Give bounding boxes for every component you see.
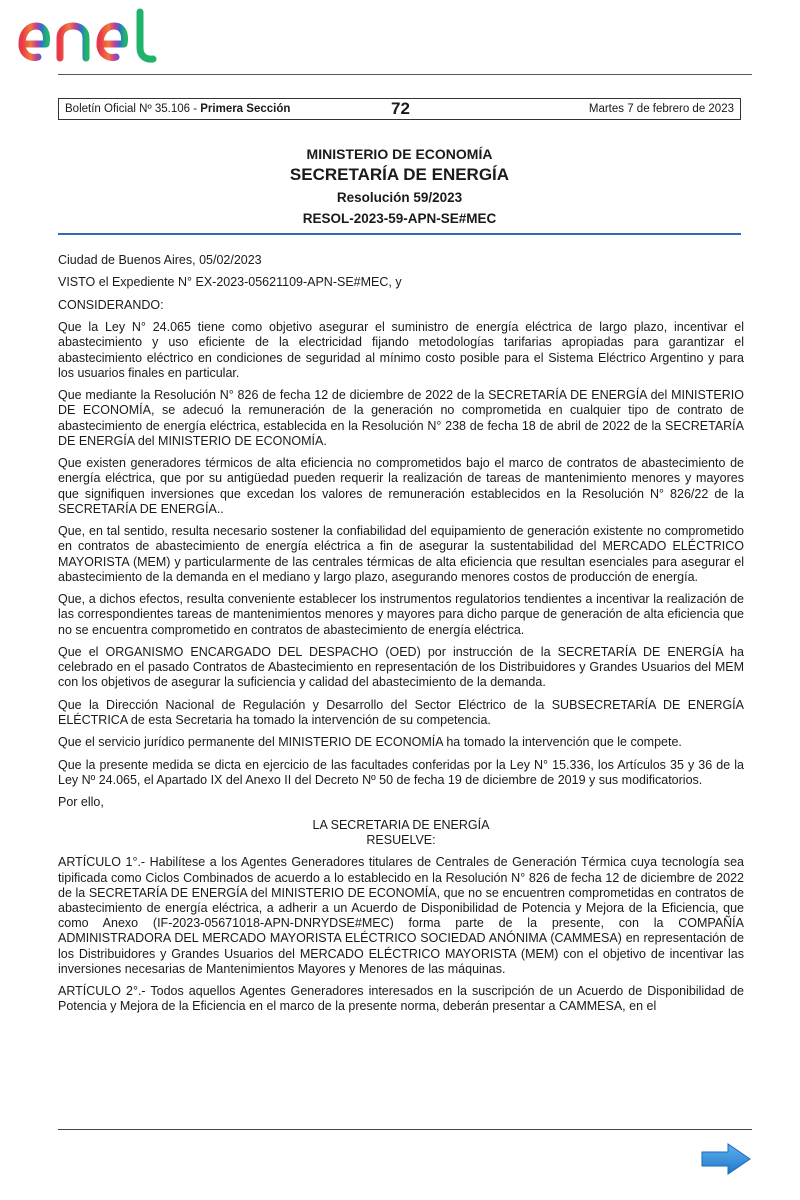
paragraph: Que el ORGANISMO ENCARGADO DEL DESPACHO (OED) por instrucción de la SECRETARÍA DE ENERGÍA ha celebrado en el pasado Contratos de Abastecimiento en representación de los Distribuidores y Grandes Usuarios del MEM con los objetivos de asegurar la suficiencia y calidad del abastecimiento de la demanda. <box>58 644 744 690</box>
por-ello: Por ello, <box>58 795 104 810</box>
paragraph: Que la Dirección Nacional de Regulación y Desarrollo del Sector Eléctrico de la SUBSECRETARÍA DE ENERGÍA ELÉCTRICA de esta Secretaria ha tomado la intervención de su competencia. <box>58 697 744 727</box>
arrow-right-icon <box>700 1142 752 1176</box>
bulletin-publication: Boletín Oficial Nº 35.106 - <box>65 103 198 115</box>
place-date: Ciudad de Buenos Aires, 05/02/2023 <box>58 253 262 267</box>
paragraph: Que mediante la Resolución N° 826 de fecha 12 de diciembre de 2022 de la SECRETARÍA DE ENERGÍA del MINISTERIO DE ECONOMÍA, se adecuó la remuneración de la generación no comprometida en cualquier tipo de contrato de abastecimiento de energía eléctrica, establecida en la Resolución N° 238 de fecha 18 de abril de 2022 de la SECRETARÍA DE ENERGÍA del MINISTERIO DE ECONOMÍA. <box>58 388 744 448</box>
top-divider <box>58 74 752 75</box>
bulletin-header <box>58 98 741 120</box>
bulletin-date: Martes 7 de febrero de 2023 <box>588 103 734 115</box>
enel-logo <box>16 6 181 66</box>
heading-divider <box>58 233 741 235</box>
page-number: 72 <box>391 99 410 118</box>
secretariat-title: SECRETARÍA DE ENERGÍA <box>289 165 510 184</box>
considerando-heading: CONSIDERANDO: <box>58 297 164 312</box>
article-2: ARTÍCULO 2°.- Todos aquellos Agentes Generadores interesados en la suscripción de un Acuerdo de Disponibilidad de Potencia y Mejora de la Eficiencia en el marco de la presente norma, deberán presentar a CAMMESA, en el <box>58 984 744 1014</box>
bottom-divider <box>58 1129 752 1130</box>
enel-logo-icon <box>16 6 181 66</box>
paragraph: Que, a dichos efectos, resulta conveniente establecer los instrumentos regulatorios tendientes a incentivar la realización de las correspondientes tareas de mantenimientos menores y mayores para dicho parque de generación de alta eficiencia que no se encuentra comprometido en contratos de abastecimiento de energía eléctrica. <box>58 592 744 637</box>
visto-paragraph: VISTO el Expediente N° EX-2023-05621109-APN-SE#MEC, y <box>58 275 402 290</box>
paragraph: Que la presente medida se dicta en ejercicio de las facultades conferidas por la Ley N° 15.336, los Artículos 35 y 36 de la Ley Nº 24.065, el Apartado IX del Anexo II del Decreto Nº 50 de fecha 19 de diciembre de 2019 y sus modificatorios. <box>58 757 744 787</box>
resolve-authority: LA SECRETARIA DE ENERGÍA <box>312 817 490 832</box>
resolution-title: Resolución 59/2023 <box>336 190 463 205</box>
document-body <box>58 253 744 1022</box>
ministry-title: MINISTERIO DE ECONOMÍA <box>306 146 493 162</box>
paragraph: Que existen generadores térmicos de alta eficiencia no comprometidos bajo el marco de contratos de abastecimiento de energía eléctrica, que por su antigüedad pueden requerir la realización de tareas de mantenimiento menores y mayores que signifiquen inversiones que excedan los valores de remuneración establecidos en la Resolución N° 826/22 de la SECRETARÍA DE ENERGÍA.. <box>58 456 744 516</box>
resolution-code: RESOL-2023-59-APN-SE#MEC <box>302 211 497 226</box>
document-heading <box>58 146 741 227</box>
paragraph: Que, en tal sentido, resulta necesario sostener la confiabilidad del equipamiento de generación existente no comprometido en contratos de abastecimiento de energía eléctrica a fin de asegurar la sustentabilidad del MERCADO ELÉCTRICO MAYORISTA (MEM) y particularmente de las centrales térmicas de alta eficiencia que resultan esenciales para asegurar el abastecimiento de la demanda en el mediano y largo plazo, asegurando menores costos de producción de energía. <box>58 524 744 584</box>
bulletin-publication-line <box>65 103 290 115</box>
bulletin-section: Primera Sección <box>200 103 291 115</box>
paragraph: Que la Ley N° 24.065 tiene como objetivo asegurar el suministro de energía eléctrica de largo plazo, incentivar el abastecimiento y uso eficiente de la electricidad fijando metodologías tarifarias apropiadas para garantizar el abastecimiento eléctrico en condiciones de seguridad al mínimo costo posible para el Sistema Eléctrico Argentino y para los usuarios finales en particular. <box>58 320 744 380</box>
next-page-button[interactable] <box>700 1142 752 1176</box>
resolve-heading: RESUELVE: <box>366 832 436 847</box>
paragraph: Que el servicio jurídico permanente del MINISTERIO DE ECONOMÍA ha tomado la intervención que le compete. <box>58 735 682 750</box>
article-1: ARTÍCULO 1°.- Habilítese a los Agentes Generadores titulares de Centrales de Generación Térmica cuya tecnología sea tipificada como Ciclos Combinados de acuerdo a lo establecido en la Resolución N° 826 de fecha 12 de diciembre de 2022 de la SECRETARÍA DE ENERGÍA del MINISTERIO DE ECONOMÍA, que no se encuentren comprometidas en contratos de abastecimiento de energía eléctrica, a adherir a un Acuerdo de Disponibilidad de Potencia y Mejora de la Eficiencia, que como Anexo (IF-2023-05671018-APN-DNRYDSE#MEC) forma parte de la presente, con la COMPAÑÍA ADMINISTRADORA DEL MERCADO MAYORISTA ELÉCTRICO SOCIEDAD ANÓNIMA (CAMMESA) en representación de los Distribuidores y Grandes Usuarios del MERCADO ELÉCTRICO MAYORISTA (MEM) con el objetivo de incentivar las inversiones necesarias de Mantenimientos Mayores y Menores de las máquinas. <box>58 855 744 976</box>
